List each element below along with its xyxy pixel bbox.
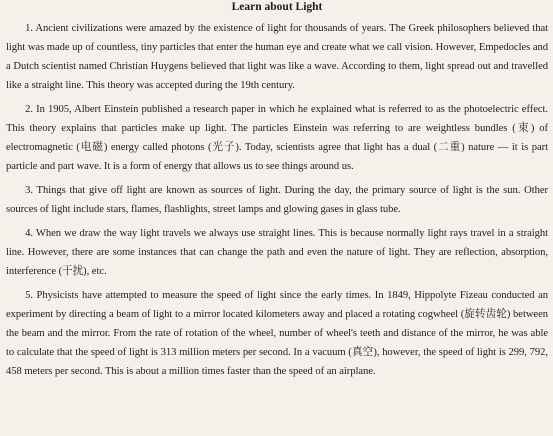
paragraph-2: 2. In 1905, Albert Einstein published a research paper in which he explained what is referred to as the photoelectric effect. This theory explains that particles make up light. The particles Einstein was referring to are weightless bundles (束) of electromagnetic (电磁) energy called photons (光子). Today, scientists agree that light has a dual (二重) nature — it is part particle and part wave. It is a form of energy that allows us to see things around us. [6, 104, 548, 172]
document-title: Learn about Light [231, 1, 323, 13]
paragraph-5: 5. Physicists have attempted to measure the speed of light since the early times. In 1849, Hippolyte Fizeau conducted an experiment by directing a beam of light to a mirror located kilometers away and placed a rotating cogwheel (旋转齿轮) between the beam and the mirror. From the rate of rotation of the wheel, number of wheel's teeth and distance of the mirror, he was able to calculate that the speed of light is 313 million meters per second. In a vacuum (真空), however, the speed of light is 299, 792, 458 meters per second. This is about a million times faster than the speed of an airplane. [6, 290, 548, 377]
paragraph-1: 1. Ancient civilizations were amazed by the existence of light for thousands of years. The Greek philosophers believed that light was made up of countless, tiny particles that enter the human eye and create what we call vision. However, Empedocles and a Dutch scientist named Christian Huygens believed that light was like a wave. According to them, light spread out and travelled like a straight line. This theory was accepted during the 19th century. [6, 23, 548, 91]
paragraph-3: 3. Things that give off light are known as sources of light. During the day, the primary source of light is the sun. Other sources of light include stars, flames, flashlights, street lamps and glowing gases in glass tube. [6, 185, 548, 215]
paragraph-4: 4. When we draw the way light travels we always use straight lines. This is because normally light rays travel in a straight line. However, there are some instances that can change the path and even the nature of light. They are reflection, absorption, interference (干扰), etc. [6, 228, 548, 277]
